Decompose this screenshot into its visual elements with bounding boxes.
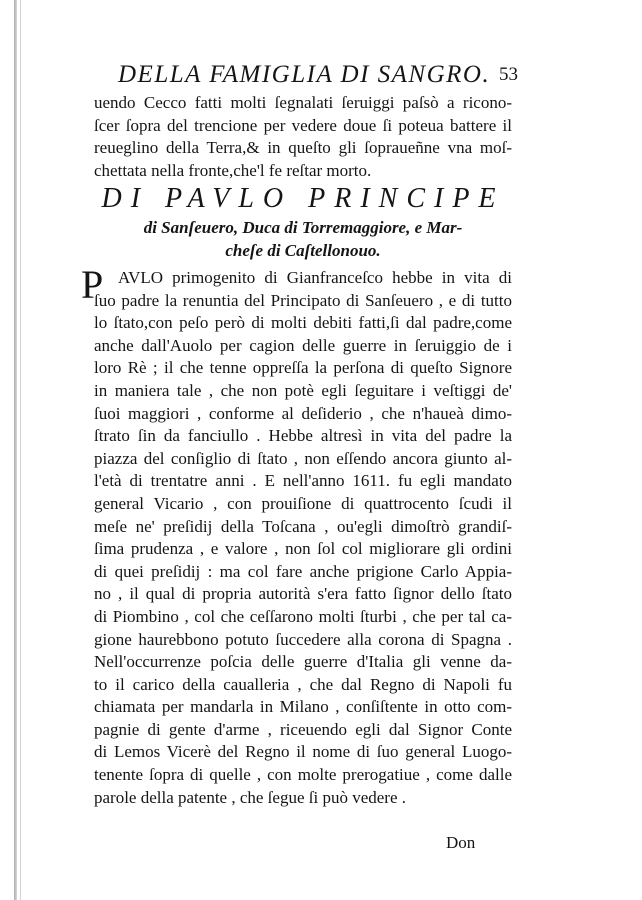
text-line: ſuoi maggiori , conforme al deſiderio , che n'haueà dimo- <box>94 403 512 423</box>
text-line: loro Rè ; il che tenne oppreſſa la perſona di queſto Signore <box>94 358 512 378</box>
drop-cap: P <box>81 262 104 307</box>
chapter-subtitle-line: cheſe di Caſtellonouo. <box>225 241 381 260</box>
text-line: di Lemos Vicerè del Regno il nome di ſuo general Luogo- <box>94 742 512 762</box>
body-paragraph <box>81 262 512 809</box>
text-line: chettata nella fronte,che'l fe reſtar morto. <box>94 160 372 180</box>
text-line: uendo Cecco fatti molti ſegnalati ſeruiggi paſsò a ricono- <box>94 93 512 112</box>
text-line: piazza del conſiglio di ſtato , non eſſendo ancora giunto al- <box>94 448 512 468</box>
chapter-heading <box>94 182 512 262</box>
binding-edge-line <box>20 0 21 900</box>
running-head <box>118 60 518 90</box>
text-line: meſe ne' preſidij della Toſcana , ou'egli dimoſtrò grandiſ- <box>94 516 512 536</box>
chapter-title: DI PAVLO PRINCIPE <box>101 183 505 214</box>
text-line: reueglino della Terra,& in queſto gli ſopraueñne vna moſ- <box>94 138 512 158</box>
text-line: di quei preſidij : ma col fare anche prigione Carlo Appia- <box>94 561 512 581</box>
text-line: gione haurebbono potuto ſuccedere alla corona di Spagna . <box>94 629 512 649</box>
text-line: tenente ſopra di quelle , con molte prerogatiue , come dalle <box>94 765 512 785</box>
text-line: in maniera tale , che non potè egli ſeguitare i veſtiggi de' <box>94 380 512 400</box>
binding-edge <box>14 0 17 900</box>
text-line: parole della patente , che ſegue ſi può vedere . <box>94 787 406 807</box>
text-line-first: AVLO primogenito di Gianfranceſco hebbe in vita di <box>118 268 512 287</box>
text-line: chiamata per mandarla in Milano , conſiſtente in otto com- <box>94 697 512 717</box>
text-line: anche dall'Auolo per cagion delle guerre in ſeruiggio de i <box>94 335 512 355</box>
text-line: lo ſtato,con peſo però di molti debiti fatti,ſi dal padre,come <box>94 313 512 333</box>
text-line: ſtrato ſin da fanciullo . Hebbe altresì in vita del padre la <box>94 426 512 446</box>
text-line: ſima prudenza , e valore , non ſol col migliorare gli ordini <box>94 539 512 559</box>
catchword: Don <box>446 833 476 852</box>
chapter-subtitle-line: di Sanſeuero, Duca di Torremaggiore, e Mar- <box>143 218 463 237</box>
text-line: pagnie di gente d'arme , riceuendo egli dal Signor Conte <box>94 719 512 739</box>
running-title: DELLA FAMIGLIA DI SANGRO. <box>118 61 491 88</box>
text-line: no , il qual di propria autorità s'era fatto ſignor dello ſtato <box>94 584 512 604</box>
intro-paragraph <box>94 92 512 182</box>
text-line: ſuo padre la renuntia del Principato di Sanſeuero , e di tutto <box>94 290 512 310</box>
text-line: to il carico della caualleria , che dal Regno di Napoli fu <box>94 674 512 694</box>
text-line: general Vicario , con prouiſione di quattrocento ſcudi il <box>94 493 512 513</box>
page-number: 53 <box>499 64 518 85</box>
text-line: l'età di trentatre anni . E nell'anno 1611. fu egli mandato <box>94 471 512 491</box>
text-line: Nell'occurrenze poſcia delle guerre d'Italia gli venne da- <box>94 652 512 672</box>
text-line: ſcer ſopra del trencione per vedere doue ſi poteua battere il <box>94 115 512 135</box>
text-line: di Piombino , col che ceſſarono molti ſturbi , che per tal ca- <box>94 606 512 626</box>
